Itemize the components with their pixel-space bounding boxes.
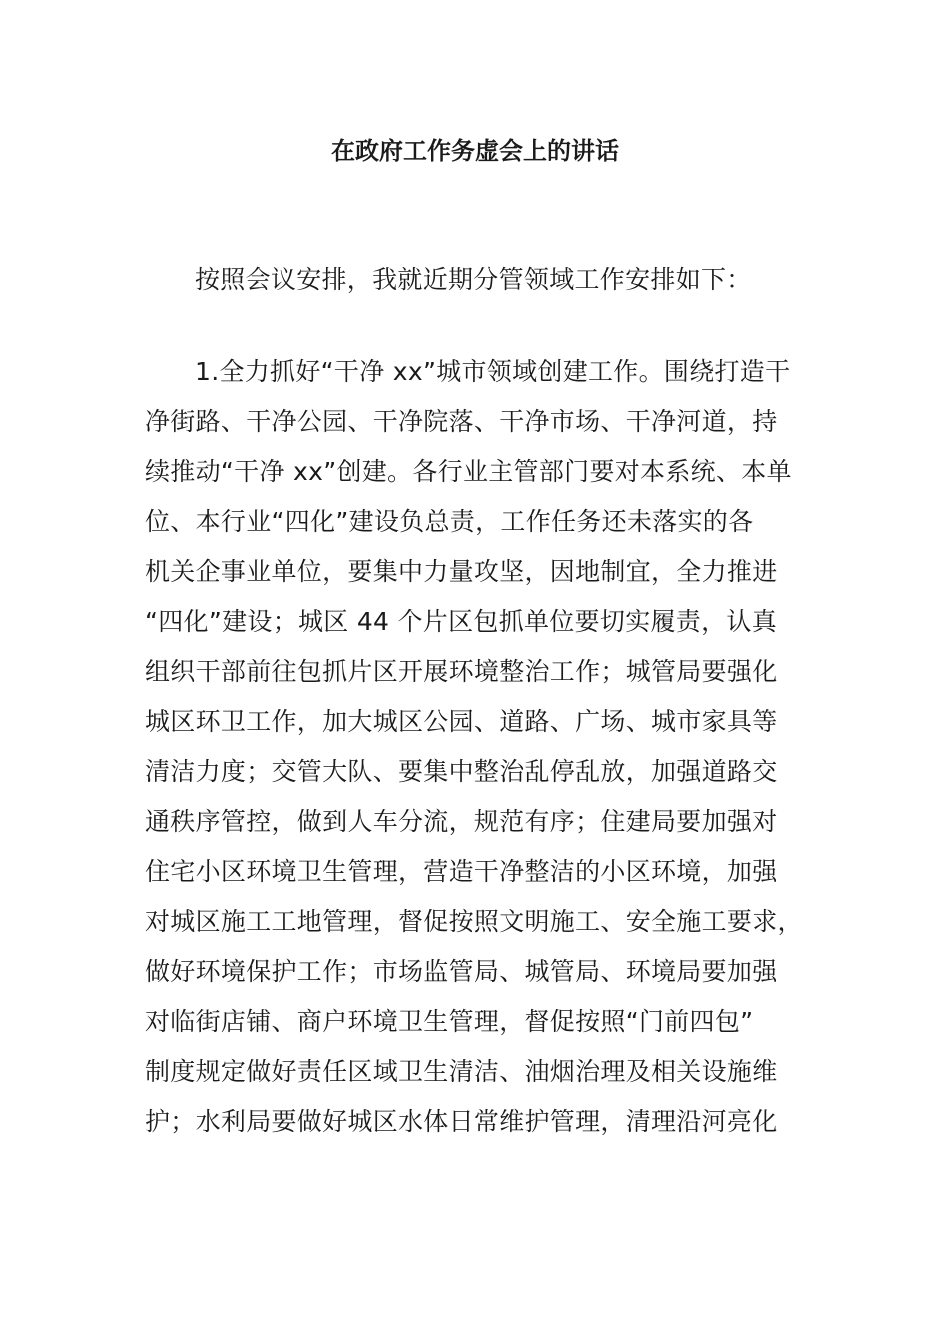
body-line: “四化”建设；城区 44 个片区包抓单位要切实履责，认真 [145, 607, 778, 636]
body-line: 对城区施工工地管理，督促按照文明施工、安全施工要求， [145, 907, 803, 936]
body-line: 对临街店铺、商户环境卫生管理，督促按照“门前四包” [145, 1007, 754, 1036]
body-line: 清洁力度；交管大队、要集中整治乱停乱放，加强道路交 [145, 757, 778, 786]
body-line: 做好环境保护工作；市场监管局、城管局、环境局要加强 [145, 957, 778, 986]
body-line: 1.全力抓好“干净 xx”城市领域创建工作。围绕打造干 [195, 357, 791, 386]
body-line: 位、本行业“四化”建设负总责，工作任务还未落实的各 [145, 507, 754, 536]
intro-paragraph: 按照会议安排，我就近期分管领域工作安排如下： [195, 265, 752, 294]
body-line: 护；水利局要做好城区水体日常维护管理，清理沿河亮化 [145, 1107, 778, 1136]
body-line: 组织干部前往包抓片区开展环境整治工作；城管局要强化 [145, 657, 778, 686]
body-line: 机关企事业单位，要集中力量攻坚，因地制宜，全力推进 [145, 557, 778, 586]
body-line: 制度规定做好责任区域卫生清洁、油烟治理及相关设施维 [145, 1057, 778, 1086]
body-line: 续推动“干净 xx”创建。各行业主管部门要对本系统、本单 [145, 457, 792, 486]
document-title: 在政府工作务虚会上的讲话 [331, 137, 619, 165]
body-line: 住宅小区环境卫生管理，营造干净整洁的小区环境，加强 [145, 857, 778, 886]
body-line: 城区环卫工作，加大城区公园、道路、广场、城市家具等 [145, 707, 778, 736]
body-line: 净街路、干净公园、干净院落、干净市场、干净河道，持 [145, 407, 778, 436]
body-line: 通秩序管控，做到人车分流，规范有序；住建局要加强对 [145, 807, 778, 836]
